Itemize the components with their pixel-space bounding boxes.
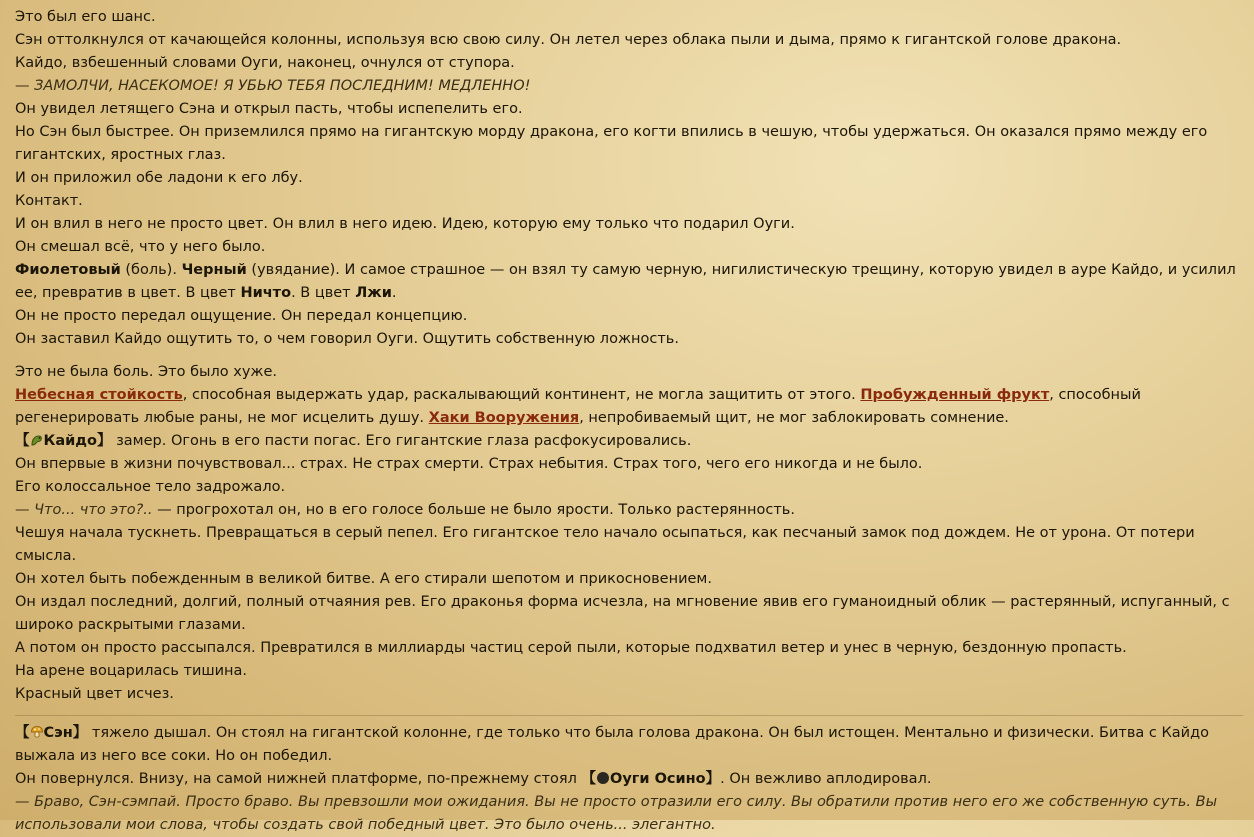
- paragraph: Он увидел летящего Сэна и открыл пасть, чтобы испепелить его.: [15, 101, 523, 117]
- paragraph-quote: — Браво, Сэн-сэмпай. Просто браво. Вы превзошли мои ожидания. Вы не просто отразили его силу. Вы обратили против него его же собственную суть. Вы использовали мои слова, чтобы создать свой победный цвет. Это было очень... элегантно.: [15, 794, 1218, 833]
- character-tag-ougi: [582, 771, 721, 787]
- paragraph: [15, 722, 1243, 768]
- paragraph: А потом он просто рассыпался. Превратился в миллиарды частиц серой пыли, которые подхватил ветер и унес в черную, бездонную пропасть.: [15, 640, 1127, 656]
- bracket-open: 【: [581, 771, 597, 787]
- dragon-icon: [30, 433, 44, 447]
- bold-word: Фиолетовый: [15, 262, 121, 278]
- text-run: замер. Огонь в его пасти погас. Его гигантские глаза расфокусировались.: [111, 433, 692, 449]
- paragraph: Сэн оттолкнулся от качающейся колонны, используя всю свою силу. Он летел через облака пыли и дыма, прямо к гигантской голове дракона.: [15, 32, 1122, 48]
- paragraph: Но Сэн был быстрее. Он приземлился прямо на гигантскую морду дракона, его когти впились в чешую, чтобы удержаться. Он оказался прямо между его гигантских, яростных глаз.: [15, 124, 1208, 163]
- paragraph: Чешуя начала тускнеть. Превращаться в серый пепел. Его гигантское тело начало осыпаться, как песчаный замок под дождем. Не от урона. От потери смысла.: [15, 525, 1195, 564]
- text-run: (увядание). И самое страшное — он взял ту самую черную, нигилистическую трещину, которую увидел в ауре Кайдо, и усилил ее, превратив в цвет. В цвет: [15, 262, 1236, 301]
- paragraph-shout: — ЗАМОЛЧИ, НАСЕКОМОЕ! Я УБЬЮ ТЕБЯ ПОСЛЕДНИМ! МЕДЛЕННО!: [15, 78, 531, 94]
- mushroom-icon: [30, 725, 44, 739]
- chapter-text: [15, 6, 1243, 837]
- bracket-open: 【: [15, 433, 30, 449]
- paragraph-gap: [15, 351, 1243, 361]
- link-armament-haki[interactable]: Хаки Вооружения: [428, 410, 580, 426]
- paragraph: Его колоссальное тело задрожало.: [15, 479, 286, 495]
- paragraph: Он смешал всё, что у него было.: [15, 239, 266, 255]
- bold-word: Лжи: [355, 285, 392, 301]
- paragraph: Контакт.: [15, 193, 83, 209]
- paragraph: Он не просто передал ощущение. Он передал концепцию.: [15, 308, 468, 324]
- text-run: Он повернулся. Внизу, на самой нижней платформе, по-прежнему стоял: [15, 771, 582, 787]
- paragraph: Он издал последний, долгий, полный отчаяния рев. Его драконья форма исчезла, на мгновение явив его гуманоидный облик — растерянный, испуганный, с широко раскрытыми глазами.: [15, 594, 1230, 633]
- text-run: (боль).: [120, 262, 182, 278]
- paragraph: [15, 499, 1243, 522]
- paragraph: Это был его шанс.: [15, 9, 156, 25]
- paragraph: Он впервые в жизни почувствовал... страх. Не страх смерти. Страх небытия. Страх того, чего его никогда и не было.: [15, 456, 923, 472]
- paragraph: На арене воцарилась тишина.: [15, 663, 248, 679]
- bracket-close: 】: [705, 771, 721, 787]
- bracket-close: 】: [72, 725, 88, 741]
- character-name: Кайдо: [43, 433, 97, 449]
- text-run: — прогрохотал он, но в его голосе больше не было ярости. Только растерянность.: [152, 502, 795, 518]
- paragraph-colors: [15, 259, 1243, 305]
- character-name: Сэн: [43, 725, 73, 741]
- text-run: .: [391, 285, 397, 301]
- character-tag-sen: [15, 725, 87, 741]
- paragraph: Это не была боль. Это было хуже.: [15, 364, 278, 380]
- text-run: . В цвет: [291, 285, 356, 301]
- bracket-open: 【: [15, 725, 30, 741]
- text-run: , способный регенерировать любые раны, не мог исцелить душу.: [15, 387, 1141, 426]
- paragraph-abilities: [15, 384, 1243, 430]
- paragraph: Красный цвет исчез.: [15, 686, 174, 702]
- paragraph: И он приложил обе ладони к его лбу.: [15, 170, 303, 186]
- italic-quote: — Что... что это?..: [15, 502, 153, 518]
- section-divider: [15, 715, 1243, 716]
- character-tag-kaido: [15, 433, 111, 449]
- text-run: . Он вежливо аплодировал.: [720, 771, 932, 787]
- text-run: , способная выдержать удар, раскалывающий континент, не могла защитить от этого.: [182, 387, 861, 403]
- paragraph: [15, 768, 1243, 791]
- character-name: Оуги Осино: [610, 771, 706, 787]
- text-run: тяжело дышал. Он стоял на гигантской колонне, где только что была голова дракона. Он был истощен. Ментально и физически. Битва с Кайдо выжала из него все соки. Но он победил.: [15, 725, 1209, 764]
- bold-word: Ничто: [240, 285, 292, 301]
- link-awakened-fruit[interactable]: Пробужденный фрукт: [860, 387, 1050, 403]
- paragraph: Он заставил Кайдо ощутить то, о чем говорил Оуги. Ощутить собственную ложность.: [15, 331, 679, 347]
- paragraph: Кайдо, взбешенный словами Оуги, наконец, очнулся от ступора.: [15, 55, 515, 71]
- link-celestial-fortitude[interactable]: Небесная стойкость: [15, 387, 183, 403]
- paragraph: [15, 430, 1243, 453]
- dark-circle-icon: [596, 771, 610, 785]
- bold-word: Черный: [181, 262, 247, 278]
- paragraph: Он хотел быть побежденным в великой битве. А его стирали шепотом и прикосновением.: [15, 571, 712, 587]
- text-run: , непробиваемый щит, не мог заблокировать сомнение.: [579, 410, 1009, 426]
- paragraph: И он влил в него не просто цвет. Он влил в него идею. Идею, которую ему только что подарил Оуги.: [15, 216, 795, 232]
- bracket-close: 】: [96, 433, 112, 449]
